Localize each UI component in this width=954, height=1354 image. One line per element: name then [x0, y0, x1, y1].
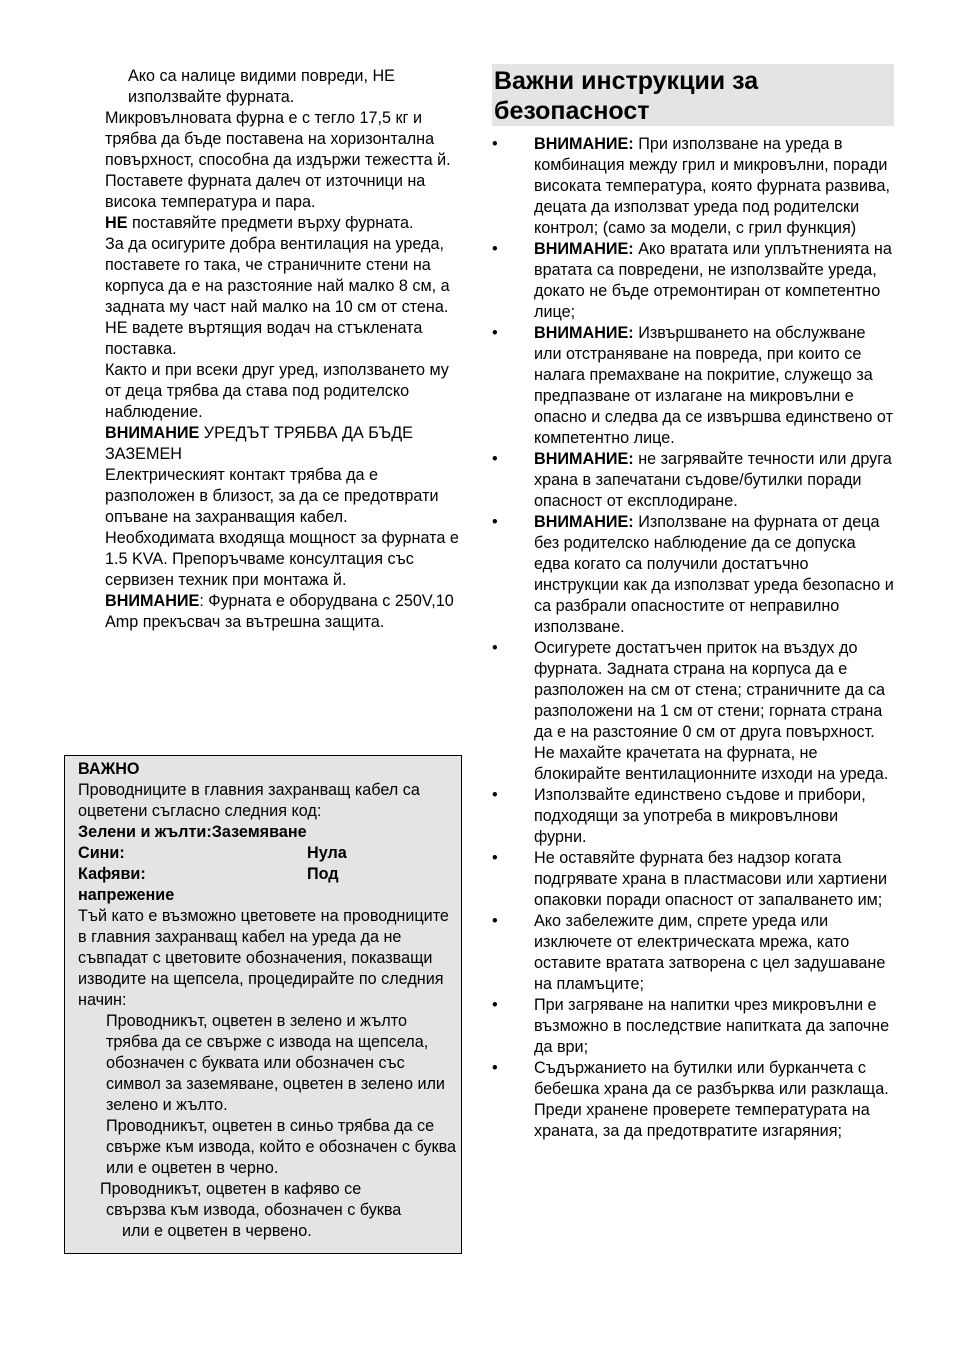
warning-label: ВНИМАНИЕ: — [534, 324, 634, 342]
warning-label: ВНИМАНИЕ — [105, 592, 200, 610]
warning-label: ВНИМАНИЕ: — [534, 450, 634, 468]
wire-row-blue — [78, 843, 461, 864]
wire-function: Заземяване — [211, 823, 307, 841]
bullet-icon: • — [492, 513, 498, 531]
wiring-step-green-yellow: Проводникът, оцветен в зелено и жълто трябва да се свърже с извода на щепсела, обозначен с буквата или обозначен със символ за заземяване, оцветен в зелено или зелено и жълто. — [106, 1012, 445, 1114]
paragraph-breaker — [105, 591, 465, 633]
emphasis-ne: НЕ — [105, 214, 128, 232]
breaker-text: : Фурната е оборудвана с 250V,10 Amp прекъсвач за вътрешна защита. — [105, 592, 454, 631]
safety-item-text: Осигурете достатъчен приток на въздух до фурната. Задната страна на корпуса да е разположен на см от стена; страничните да са разположени на 1 см от стени; горната страна да е на разстояние 0 см от друга повърхност. Не махайте крачетата на фурната, не блокирайте вентилационните изходи на уреда. — [534, 639, 889, 783]
wire-row-brown — [78, 864, 461, 885]
bullet-icon: • — [492, 996, 498, 1014]
bullet-icon: • — [492, 324, 498, 342]
safety-list-item — [492, 995, 894, 1058]
wire-color-label: Зелени и жълти: — [78, 823, 212, 841]
wire-color-label: Кафяви: — [78, 865, 146, 883]
bullet-icon: • — [492, 912, 498, 930]
paragraph-no-objects-text: поставяйте предмети върху фурната. — [127, 214, 414, 232]
safety-list-item — [492, 638, 894, 785]
wire-row-green-yellow — [78, 822, 461, 843]
wiring-step-brown-line1: Проводникът, оцветен в кафяво се — [100, 1180, 362, 1198]
wire-color-label: Сини: — [78, 844, 125, 862]
safety-list-item — [492, 323, 894, 449]
wiring-step-brown — [78, 1179, 461, 1242]
safety-item-text: не загрявайте течности или друга храна в запечатани съдове/бутилки поради опасност от експлодиране. — [534, 450, 892, 510]
safety-list-item — [492, 134, 894, 239]
safety-item-text: Ако вратата или уплътненията на вратата са повредени, не използвайте уреда, докато не бъде отремонтиран от компетентно лице; — [534, 240, 892, 321]
warning-label: ВНИМАНИЕ: — [534, 513, 634, 531]
bullet-icon: • — [492, 1059, 498, 1077]
safety-list-item — [492, 911, 894, 995]
safety-item-text: Съдържанието на бутилки или бурканчета с бебешка храна да се разбърква или разклаща. Преди хранене проверете температурата на храната, за да предотвратите изгаряния; — [534, 1059, 889, 1140]
important-box-title: ВАЖНО — [78, 760, 140, 778]
safety-item-text: При загряване на напитки чрез микровълни е възможно в последствие напитката да започне да ври; — [534, 996, 890, 1056]
bullet-icon: • — [492, 639, 498, 657]
safety-item-text: Използвайте единствено съдове и прибори, подходящи за употреба в микровълнови фурни. — [534, 786, 866, 846]
bullet-icon: • — [492, 240, 498, 258]
bullet-icon: • — [492, 135, 498, 153]
safety-item-text: Използване на фурната от деца без родителско наблюдение да се допуска едва когато са получили достатъчно инструкции как да използват уреда безопасно и са разбрали опасностите от неправилно използване. — [534, 513, 894, 636]
right-column — [492, 64, 894, 1142]
safety-list-item — [492, 239, 894, 323]
paragraph-turntable: НЕ вадете въртящия водач на стъклената поставка. — [105, 319, 423, 358]
bullet-icon: • — [492, 849, 498, 867]
safety-list-item — [492, 449, 894, 512]
wire-function: Нула — [307, 844, 347, 862]
wiring-intro: Проводниците в главния захранващ кабел са оцветени съгласно следния код: — [78, 781, 420, 820]
paragraph-visible-damage: Ако са налице видими повреди, НЕ използвайте фурната. — [128, 67, 395, 106]
safety-instructions-list — [492, 134, 894, 1142]
wiring-step-blue: Проводникът, оцветен в синьо трябва да се свърже към извода, който е обозначен с буква или е оцветен в черно. — [106, 1117, 457, 1177]
wire-function: Под — [307, 865, 339, 883]
safety-item-text: Не оставяйте фурната без надзор когата подгрявате храна в пластмасови или хартиени опаковки поради опасност от запалването им; — [534, 849, 888, 909]
safety-list-item — [492, 848, 894, 911]
paragraph-children: Както и при всеки друг уред, използването му от деца трябва да става под родителско наблюдение. — [105, 361, 449, 421]
safety-item-text: При използване на уреда в комбинация между грил и микровълни, поради високата температура, която фурната развива, децата да използват уреда под родителски контрол; (само за модели, с грил функция) — [534, 135, 890, 237]
paragraph-weight: Микровълновата фурна е с тегло 17,5 кг и трябва да бъде поставена на хоризонтална повърхност, способна да издържи тежестта й. — [105, 109, 451, 169]
paragraph-ventilation: За да осигурите добра вентилация на уреда, поставете го така, че страничните стени на корпуса да е на разстояние най малко 8 см, а задната му част най малко на 10 см от стена. — [105, 235, 450, 316]
safety-item-text: Извършването на обслужване или отстраняване на повреда, при които се налага премахване на покритие, служещо за предпазване от излагане на микровълни е опасно и следва да се извършва единствено от компетентно лице. — [534, 324, 893, 447]
warning-label: ВНИМАНИЕ — [105, 424, 200, 442]
wire-function-continued: напрежение — [78, 886, 175, 904]
safety-item-text: Ако забележите дим, спрете уреда или изключете от електрическата мрежа, като оставите вратата затворена с цел задушаване на пламъците; — [534, 912, 886, 993]
left-column — [105, 66, 465, 633]
paragraph-heat-sources: Поставете фурната далеч от източници на висока температура и пара. — [105, 172, 426, 211]
warning-label: ВНИМАНИЕ: — [534, 240, 634, 258]
safety-list-item — [492, 512, 894, 638]
paragraph-socket: Електрическият контакт трябва да е разположен в близост, за да се предотврати опъване на захранващия кабел. — [105, 466, 439, 526]
wiring-explanation: Тъй като е възможно цветовете на проводниците в главния захранващ кабел на уреда да не съвпадат с цветовите обозначения, показващи изводите на щепсела, процедирайте по следния начин: — [78, 907, 449, 1009]
bullet-icon: • — [492, 786, 498, 804]
safety-list-item — [492, 1058, 894, 1142]
paragraph-no-objects — [105, 213, 465, 234]
wiring-step-brown-line2: свързва към извода, обозначен с буква — [106, 1201, 402, 1219]
wiring-step-brown-line3: или е оцветен в червено. — [122, 1222, 312, 1240]
safety-heading: Важни инструкции за безопасност — [492, 64, 894, 126]
bullet-icon: • — [492, 450, 498, 468]
grounding-warning-text: УРЕДЪТ ТРЯБВА ДА БЪДЕ ЗАЗЕМЕН — [105, 424, 413, 463]
paragraph-grounding-warning — [105, 423, 465, 465]
warning-label: ВНИМАНИЕ: — [534, 135, 634, 153]
safety-list-item — [492, 785, 894, 848]
important-wiring-box — [64, 755, 462, 1254]
paragraph-power-input: Необходимата входяща мощност за фурната е 1.5 KVA. Препоръчваме консултация със сервизен техник при монтажа й. — [105, 529, 459, 589]
